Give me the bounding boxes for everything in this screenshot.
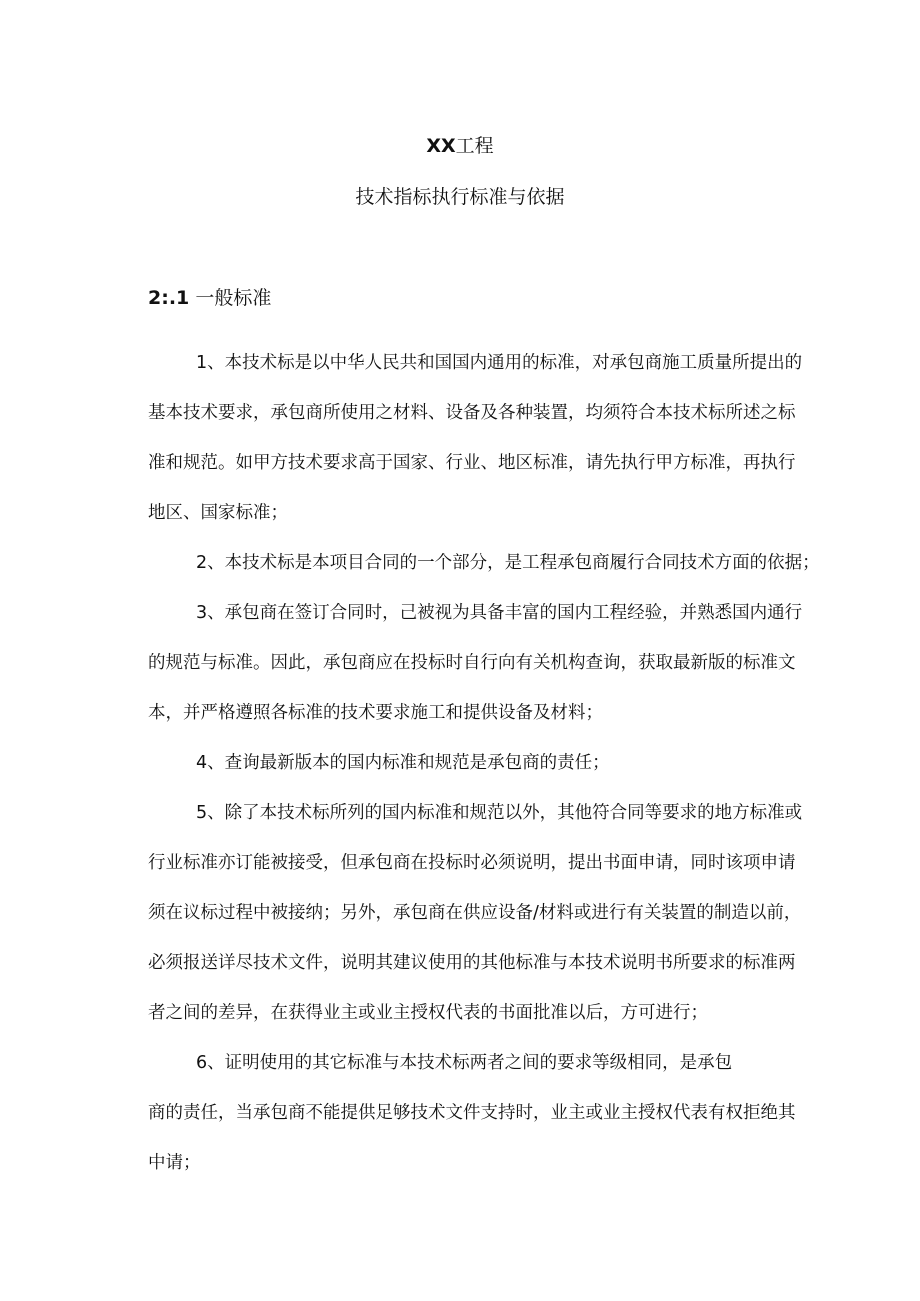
paragraph-4 [100,738,856,788]
paragraph-line: 2、本技术标是本项目合同的一个部分，是工程承包商履行合同技术方面的依据； [196,553,820,573]
paragraph-line: 商的责任，当承包商不能提供足够技术文件支持时，业主或业主授权代表有权拒绝其 [148,1103,796,1123]
document-title [0,134,920,158]
section-heading [148,286,271,310]
paragraph-line: 者之间的差异，在获得业主或业主授权代表的书面批准以后，方可进行； [148,1003,708,1023]
paragraph-line: 本，并严格遵照各标准的技术要求施工和提供设备及材料； [148,703,603,723]
paragraph-line: 1、本技术标是以中华人民共和国国内通用的标准，对承包商施工质量所提出的 [196,353,803,373]
document-subtitle: 技术指标执行标准与依据 [355,186,565,208]
paragraph-line: 地区、国家标准； [148,503,288,523]
title-prefix: XX [426,135,456,157]
paragraph-line: 行业标准亦订能被接受，但承包商在投标时必须说明，提出书面申请，同时该项申请 [148,853,796,873]
paragraph-line: 基本技术要求，承包商所使用之材料、设备及各种装置，均须符合本技术标所述之标 [148,403,796,423]
paragraph-3 [100,588,856,738]
paragraph-line: 的规范与标准。因此，承包商应在投标时自行向有关机构查询，获取最新版的标准文 [148,653,796,673]
section-number: 2:.1 [148,287,190,309]
paragraph-line: 4、查询最新版本的国内标准和规范是承包商的责任； [196,753,610,773]
paragraph-line: 准和规范。如甲方技术要求高于国家、行业、地区标准，请先执行甲方标准，再执行 [148,453,796,473]
paragraph-line: 中请； [148,1153,201,1173]
paragraph-line: 必须报送详尽技术文件，说明其建议使用的其他标准与本技术说明书所要求的标准两 [148,953,796,973]
paragraph-line: 6、证明使用的其它标准与本技术标两者之间的要求等级相同，是承包 [196,1053,733,1073]
paragraph-line: 须在议标过程中被接纳；另外，承包商在供应设备/材料或进行有关装置的制造以前， [148,903,802,923]
section-title: 一般标准 [195,287,272,309]
paragraph-1 [100,338,856,538]
title-rest: 工程 [455,135,494,157]
paragraph-2 [100,538,856,588]
document-body [100,338,856,1188]
paragraph-5 [100,788,856,1038]
paragraph-6 [100,1038,856,1188]
paragraph-line: 5、除了本技术标所列的国内标准和规范以外，其他符合同等要求的地方标准或 [196,803,803,823]
paragraph-line: 3、承包商在签订合同时，己被视为具备丰富的国内工程经验，并熟悉国内通行 [196,603,803,623]
